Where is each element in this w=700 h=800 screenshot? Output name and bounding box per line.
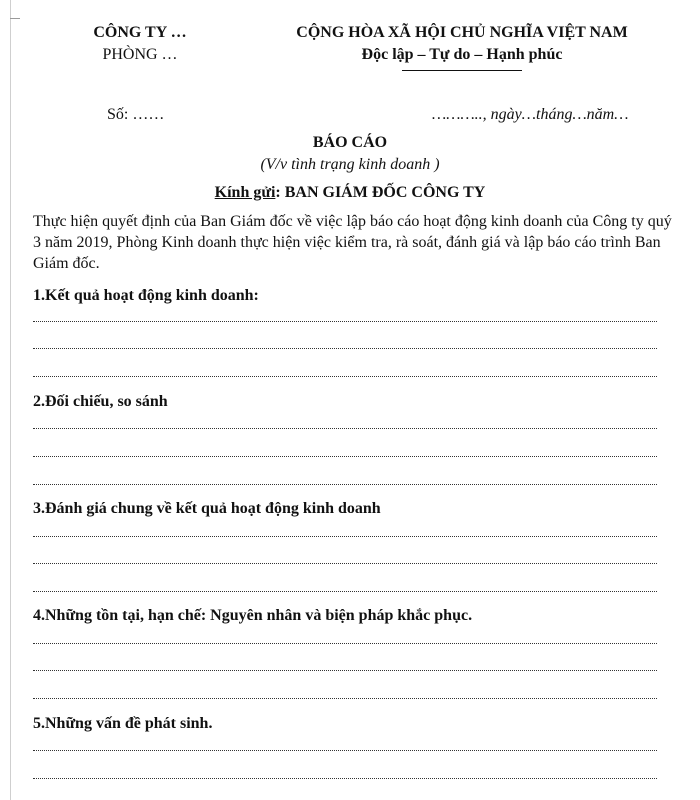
motto-underline [402,70,522,71]
section-heading-5: 5.Những vấn đề phát sinh. [33,715,213,732]
organization-header [80,22,200,66]
fill-line [33,428,657,430]
fill-line [33,376,657,378]
document-title: BÁO CÁO [312,134,388,151]
national-header [262,22,662,71]
margin-marker [10,18,20,19]
fill-line [33,591,657,593]
section-heading-1: 1.Kết quả hoạt động kinh doanh: [33,287,259,304]
company-name: CÔNG TY … [93,24,187,41]
fill-line [33,670,657,672]
section-heading-4: 4.Những tồn tại, hạn chế: Nguyên nhân và biện pháp khắc phục. [33,607,473,624]
intro-paragraph: Thực hiện quyết định của Ban Giám đốc về việc lập báo cáo hoạt động kinh doanh của Công ty quý 3 năm 2019, Phòng Kinh doanh thực hiện việc kiểm tra, rà soát, đánh giá và lập báo cáo trình Ban Giám đốc. [33,213,672,272]
document-number: Số: …… [107,106,165,123]
fill-line [33,778,657,780]
department-name: PHÒNG … [102,46,178,63]
recipient-line [0,184,700,202]
fill-line [33,698,657,700]
page-edge [10,0,11,800]
fill-line [33,348,657,350]
motto: Độc lập – Tự do – Hạnh phúc [361,46,563,63]
recipient-label: Kính gửi [214,184,276,201]
recipient-name: : BAN GIÁM ĐỐC CÔNG TY [275,184,486,201]
section-heading-2: 2.Đối chiếu, so sánh [33,393,168,410]
fill-line [33,536,657,538]
document-subtitle: (V/v tình trạng kinh doanh ) [260,156,440,173]
fill-line [33,456,657,458]
fill-line [33,563,657,565]
section-heading-3: 3.Đánh giá chung về kết quả hoạt động kinh doanh [33,500,381,517]
fill-line [33,484,657,486]
fill-line [33,321,657,323]
fill-line [33,750,657,752]
document-date: ……….., ngày…tháng…năm… [432,106,629,123]
fill-line [33,643,657,645]
nation-name: CỘNG HÒA XÃ HỘI CHỦ NGHĨA VIỆT NAM [296,24,628,41]
